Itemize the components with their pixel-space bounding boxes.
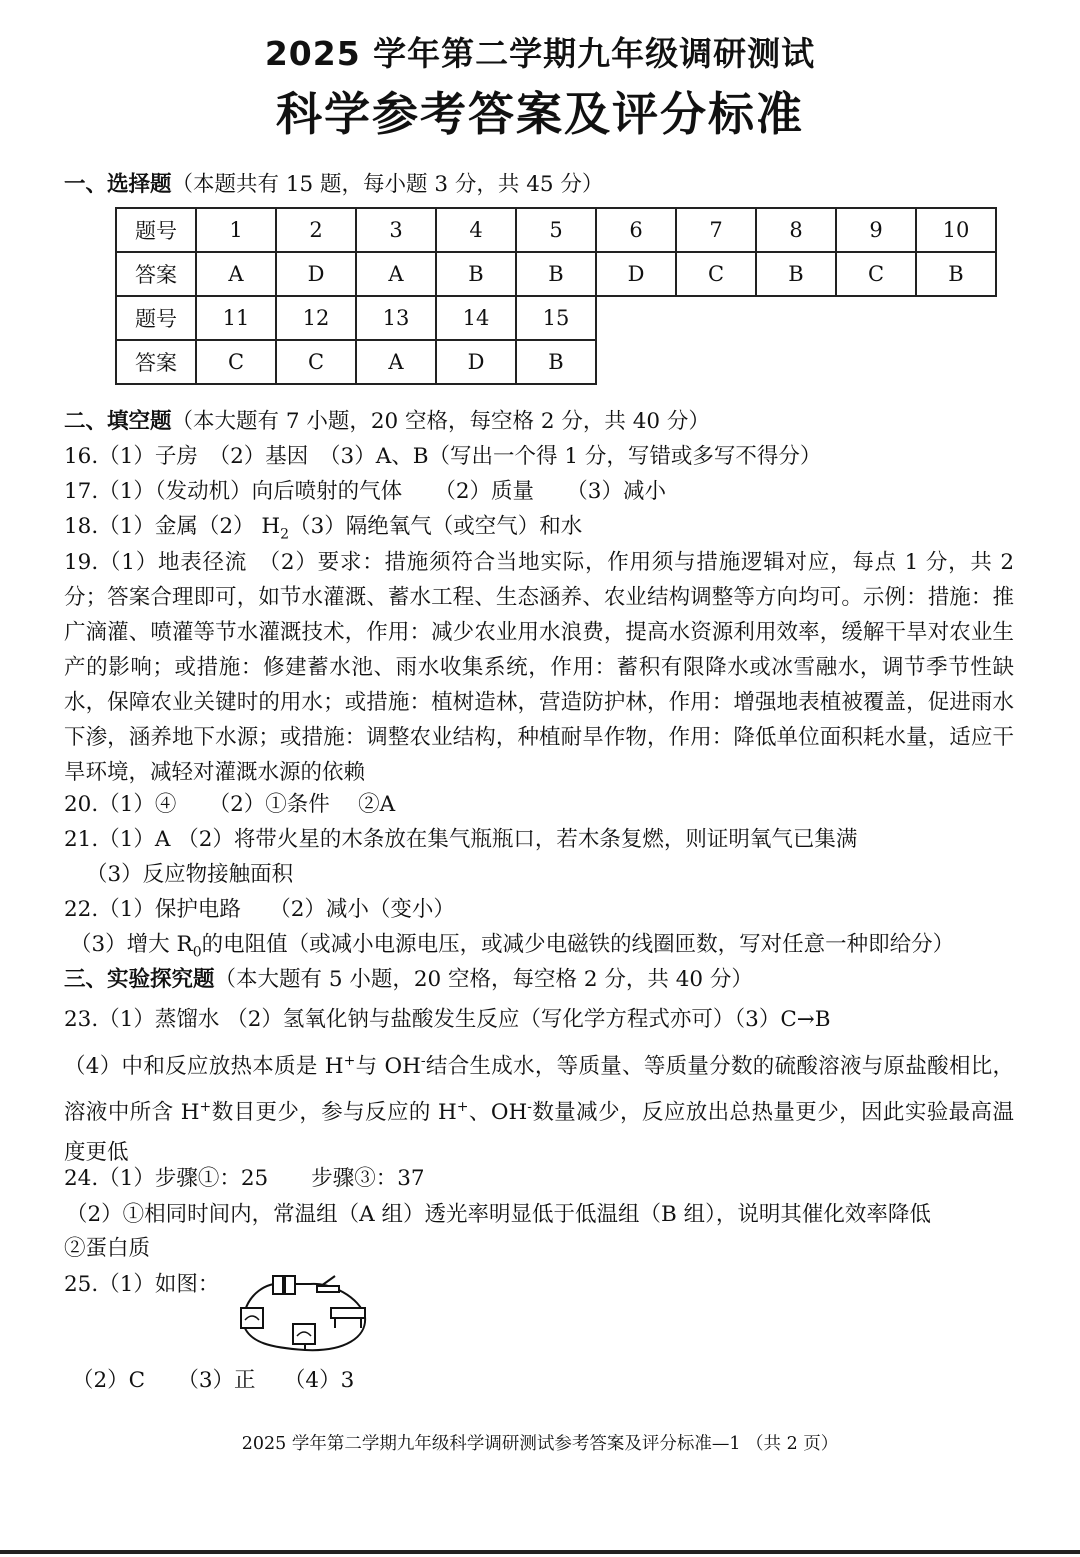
- voltmeter-icon: [241, 1308, 263, 1328]
- answer-cell: B: [436, 252, 516, 296]
- answer-q24-line2: （2）①相同时间内，常温组（A 组）透光率明显低于低温组（B 组），说明其催化效率降低: [66, 1202, 931, 1227]
- answer-q21-line1: 21.（1）A （2）将带火星的木条放在集气瓶瓶口，若木条复燃，则证明氧气已集满: [64, 827, 858, 852]
- question-number: 10: [916, 208, 996, 252]
- page-title-line1: 2025 学年第二学期九年级调研测试: [264, 34, 816, 73]
- section1-heading: 一、选择题: [64, 172, 172, 197]
- answer-q19: 19.（1）地表径流 （2）要求：措施须符合当地实际，作用须与措施逻辑对应，每点 1 分，共 2 分；答案合理即可，如节水灌溉、蓄水工程、生态涵养、农业结构调整等方向均可。示例：措施：推广滴灌、喷灌等节水灌溉技术，作用：减少农业用水浪费，提高水资源利用效率，缓解干旱对农业生产的影响；或措施：修建蓄水池、雨水收集系统，作用：蓄积有限降水或冰雪融水，调节季节性缺水，保障农业关键时的用水；或措施：植树造林，营造防护林，作用：增强地表植被覆盖，促进雨水下渗，涵养地下水源；或措施：调整农业结构，种植耐旱作物，作用：降低单位面积耗水量，适应干旱环境，减轻对灌溉水源的依赖: [64, 550, 1014, 785]
- answer-q22-part1: （3）增大 R: [70, 932, 193, 957]
- answer-cell: D: [276, 252, 356, 296]
- question-number: 6: [596, 208, 676, 252]
- answer-table-1: [115, 207, 997, 297]
- answer-cell: B: [756, 252, 836, 296]
- superscript: +: [456, 1099, 469, 1116]
- answer-q25-line2: （2）C （3）正 （4）3: [72, 1368, 355, 1393]
- answer-q20: 20.（1）④ （2）①条件 ②A: [64, 792, 396, 817]
- table-row: [116, 252, 996, 296]
- answer-cell: D: [436, 340, 516, 384]
- answer-q16: 16.（1）子房 （2）基因 （3）A、B（写出一个得 1 分，写错或多写不得分）: [64, 444, 822, 469]
- subscript: 0: [192, 944, 202, 961]
- answer-q17: 17.（1）（发动机）向后喷射的气体 （2）质量 （3）减小: [64, 479, 666, 504]
- answer-q18-part2: （3）隔绝氧气（或空气）和水: [289, 514, 583, 539]
- ammeter-icon: [293, 1324, 315, 1344]
- superscript: +: [343, 1053, 356, 1069]
- question-number: 3: [356, 208, 436, 252]
- q23-text: 、OH: [468, 1100, 528, 1126]
- question-number: 1: [196, 208, 276, 252]
- answer-cell: C: [836, 252, 916, 296]
- answer-q23-part4: [64, 1041, 1014, 1173]
- question-number: 13: [356, 296, 436, 340]
- q23-text: 与 OH: [355, 1054, 421, 1080]
- battery-icon: [273, 1276, 295, 1294]
- row-label-number: 题号: [116, 296, 196, 340]
- answer-cell: A: [196, 252, 276, 296]
- answer-cell: B: [516, 252, 596, 296]
- answer-cell: A: [356, 340, 436, 384]
- answer-q24-line3: ②蛋白质: [64, 1236, 151, 1261]
- q23-text: （4）中和反应放热本质是 H: [64, 1054, 344, 1080]
- q23-text: 结合生成水，等质量、等质量分数的硫酸溶液与原盐酸相比，溶液中所含 H: [64, 1054, 1014, 1126]
- row-label-number: 题号: [116, 208, 196, 252]
- section2-heading-line: [64, 407, 710, 437]
- answer-table-2: [115, 295, 597, 385]
- section1-note: （本题共有 15 题，每小题 3 分，共 45 分）: [171, 172, 604, 197]
- superscript: +: [199, 1099, 212, 1116]
- question-number: 11: [196, 296, 276, 340]
- table-row: [116, 208, 996, 252]
- q23-text: 数量减少，反应放出总热量更少，因此实验最高温度更低: [64, 1100, 1014, 1166]
- section2-note: （本大题有 7 小题，20 空格，每空格 2 分，共 40 分）: [171, 409, 710, 434]
- answer-q18: [64, 512, 582, 549]
- page-title-line2: 科学参考答案及评分标准: [276, 87, 804, 141]
- answer-cell: B: [516, 340, 596, 384]
- rheostat-icon: [331, 1308, 365, 1328]
- answer-q18-part1: 18.（1）金属（2） H: [64, 514, 281, 539]
- answer-cell: B: [916, 252, 996, 296]
- section2-heading: 二、填空题: [64, 409, 172, 434]
- answer-cell: C: [196, 340, 276, 384]
- answer-q23-line1: 23.（1）蒸馏水 （2）氢氧化钠与盐酸发生反应（写化学方程式亦可）（3）C→B: [64, 1007, 831, 1032]
- question-number: 8: [756, 208, 836, 252]
- answer-q25-line1: 25.（1）如图：: [64, 1272, 220, 1297]
- answer-q22-line2: [70, 930, 954, 967]
- answer-cell: C: [276, 340, 356, 384]
- row-label-answer: 答案: [116, 252, 196, 296]
- question-number: 5: [516, 208, 596, 252]
- answer-q22-line1: 22.（1）保护电路 （2）减小（变小）: [64, 897, 455, 922]
- answer-cell: A: [356, 252, 436, 296]
- row-label-answer: 答案: [116, 340, 196, 384]
- superscript: -: [527, 1099, 532, 1116]
- section1-heading-line: [64, 170, 603, 200]
- bottom-divider: [0, 1550, 1080, 1554]
- answer-q22-part2: 的电阻值（或减小电源电压，或减少电磁铁的线圈匝数，写对任意一种即给分）: [201, 932, 955, 957]
- table-row: [116, 296, 596, 340]
- circuit-diagram: [235, 1272, 375, 1357]
- superscript: -: [420, 1053, 426, 1069]
- subscript: 2: [280, 526, 290, 543]
- question-number: 12: [276, 296, 356, 340]
- page-footer: 2025 学年第二学期九年级科学调研测试参考答案及评分标准—1 （共 2 页）: [241, 1434, 839, 1454]
- q23-text: 数目更少，参与反应的 H: [211, 1100, 457, 1126]
- section3-heading: 三、实验探究题: [64, 967, 215, 992]
- answer-cell: D: [596, 252, 676, 296]
- question-number: 15: [516, 296, 596, 340]
- answer-q21-line2: （3）反应物接触面积: [86, 862, 294, 887]
- table-row: [116, 340, 596, 384]
- section3-heading-line: [64, 965, 753, 995]
- question-number: 2: [276, 208, 356, 252]
- section3-note: （本大题有 5 小题，20 空格，每空格 2 分，共 40 分）: [214, 967, 753, 992]
- answer-cell: C: [676, 252, 756, 296]
- answer-q24-line1: 24.（1）步骤①：25 步骤③：37: [64, 1166, 425, 1191]
- question-number: 7: [676, 208, 756, 252]
- question-number: 9: [836, 208, 916, 252]
- question-number: 14: [436, 296, 516, 340]
- question-number: 4: [436, 208, 516, 252]
